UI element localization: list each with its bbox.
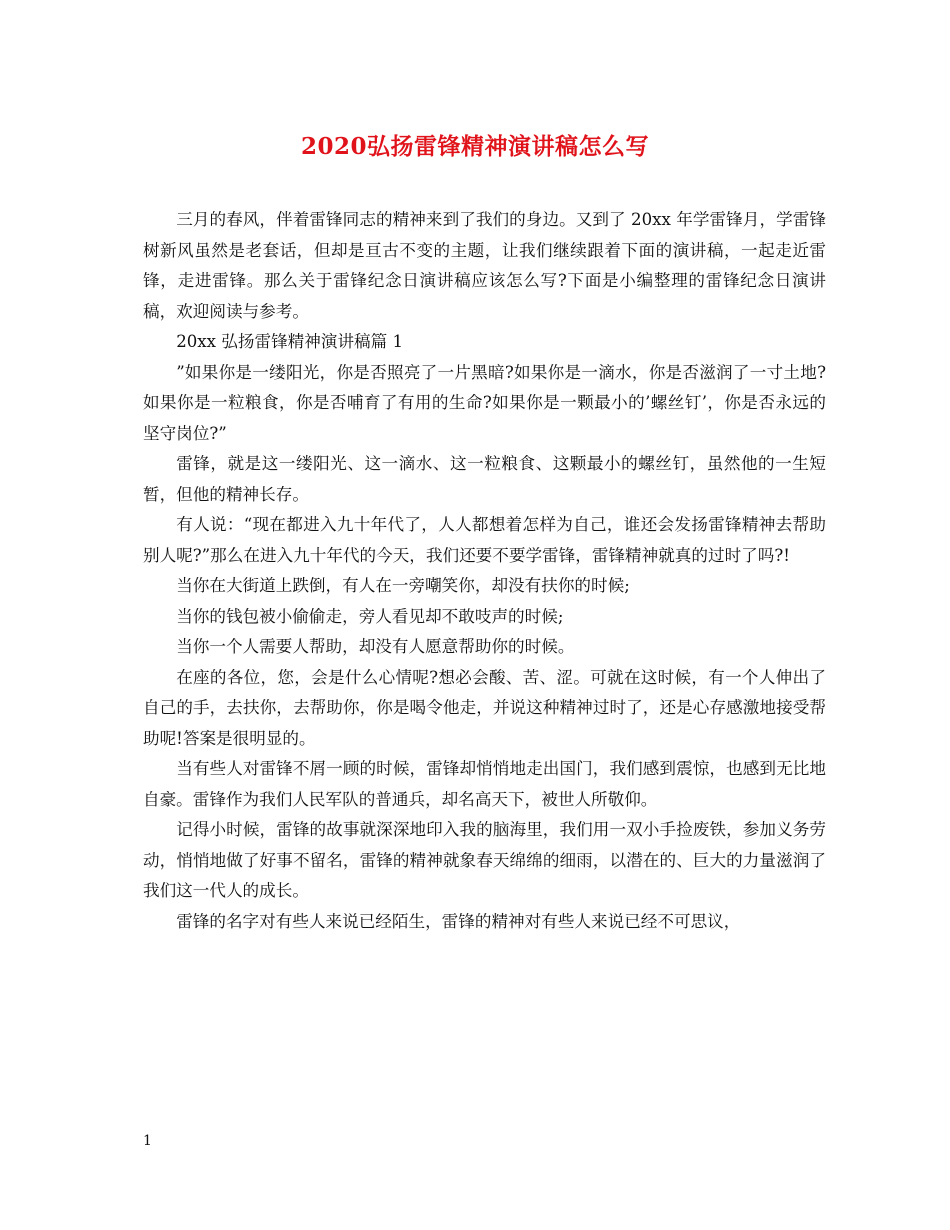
paragraph: 有人说：“现在都进入九十年代了，人人都想着怎样为自己，谁还会发扬雷锋精神去帮助别人呢?”那么在进入九十年代的今天，我们还要不要学雷锋，雷锋精神就真的过时了吗?! [143,515,826,565]
page-number: 1 [143,1133,152,1149]
paragraph: 雷锋，就是这一缕阳光、这一滴水、这一粒粮食、这颗最小的螺丝钉，虽然他的一生短暂，但他的精神长存。 [143,454,826,504]
document-title: 2020弘扬雷锋精神演讲稿怎么写 [300,133,649,160]
paragraph: 三月的春风，伴着雷锋同志的精神来到了我们的身边。又到了 20xx 年学雷锋月，学雷锋树新风虽然是老套话，但却是亘古不变的主题，让我们继续跟着下面的演讲稿，一起走近雷锋，走进雷锋。那么关于雷锋纪念日演讲稿应该怎么写?下面是小编整理的雷锋纪念日演讲稿，欢迎阅读与参考。 [143,210,826,321]
paragraph: 当你一个人需要人帮助，却没有人愿意帮助你的时候。 [176,637,575,656]
section-heading: 20xx 弘扬雷锋精神演讲稿篇 1 [176,332,404,351]
document-body [143,205,826,937]
paragraph: 当你在大街道上跌倒，有人在一旁嘲笑你，却没有扶你的时候; [176,576,630,595]
paragraph: 在座的各位，您，会是什么心情呢?想必会酸、苦、涩。可就在这时候，有一个人伸出了自己的手，去扶你，去帮助你，你是喝令他走，并说这种精神过时了，还是心存感激地接受帮助呢!答案是很明显的。 [143,667,826,748]
paragraph: 雷锋的名字对有些人来说已经陌生，雷锋的精神对有些人来说已经不可思议， [176,911,741,931]
paragraph: ”如果你是一缕阳光，你是否照亮了一片黑暗?如果你是一滴水，你是否滋润了一寸土地?如果你是一粒粮食，你是否哺育了有用的生命?如果你是一颗最小的’螺丝钉’，你是否永远的坚守岗位?” [143,362,826,443]
paragraph: 当有些人对雷锋不屑一顾的时候，雷锋却悄悄地走出国门，我们感到震惊，也感到无比地自豪。雷锋作为我们人民军队的普通兵，却名高天下，被世人所敬仰。 [143,759,826,809]
paragraph: 记得小时候，雷锋的故事就深深地印入我的脑海里，我们用一双小手捡废铁，参加义务劳动，悄悄地做了好事不留名，雷锋的精神就象春天绵绵的细雨，以潜在的、巨大的力量滋润了我们这一代人的成长。 [143,820,826,900]
paragraph: 当你的钱包被小偷偷走，旁人看见却不敢吱声的时候; [176,606,564,626]
